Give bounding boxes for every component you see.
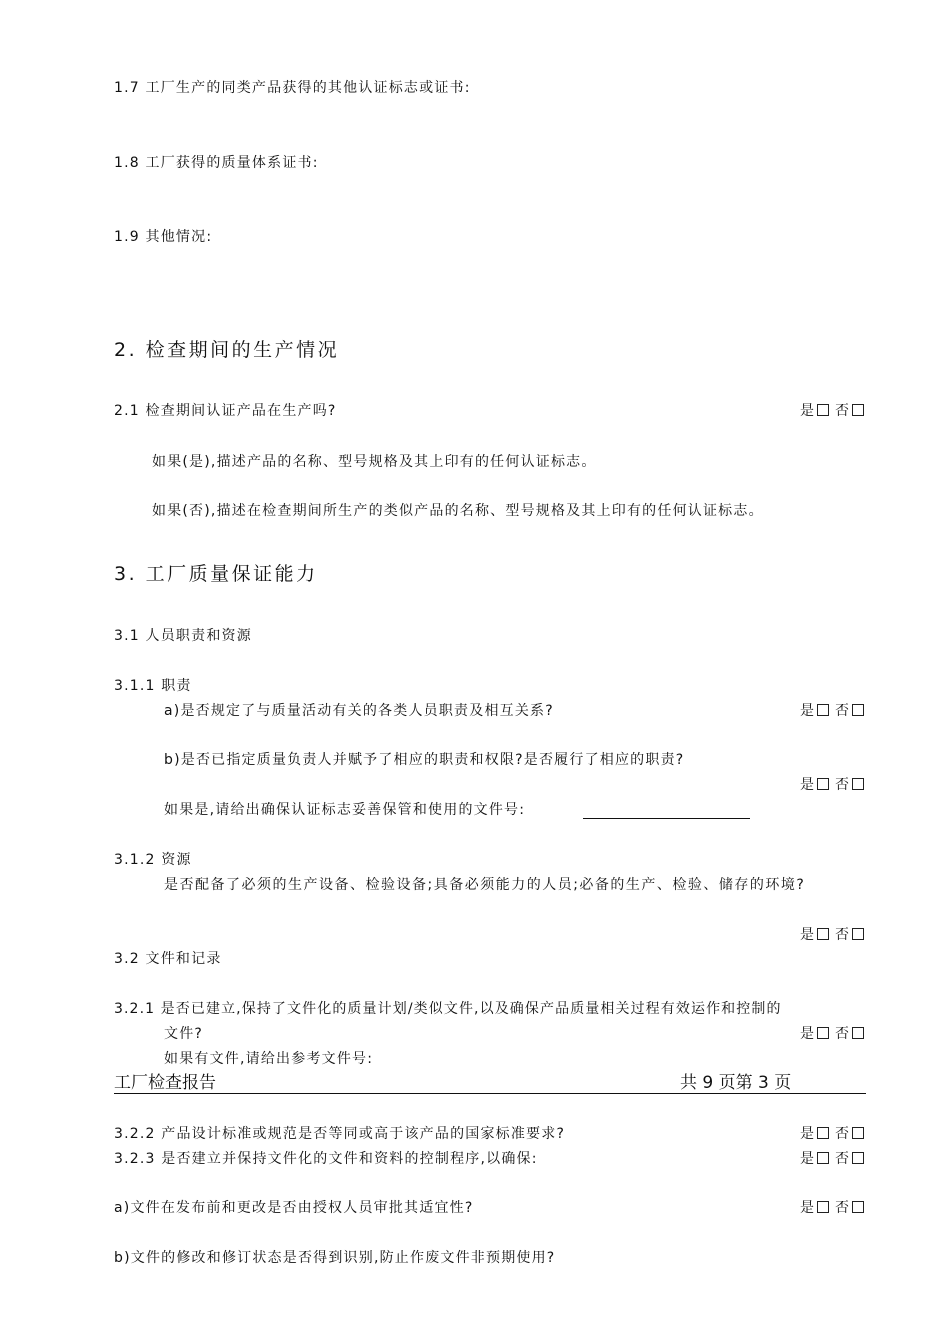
no-label: 否 — [835, 1151, 849, 1167]
yes-checkbox[interactable] — [817, 404, 829, 416]
item-2-1: 2.1 检查期间认证产品在生产吗? — [114, 403, 337, 419]
ref-doc-prompt: 如果有文件,请给出参考文件号: — [164, 1051, 374, 1067]
yes-no-3-1-1-b — [800, 776, 870, 794]
footer-page-number: 共 9 页第 3 页 — [680, 1073, 792, 1093]
item-3-2-1-line1: 3.2.1 是否已建立,保持了文件化的质量计划/类似文件,以及确保产品质量相关过程有效运作和控制的 — [114, 1001, 782, 1017]
yes-label: 是 — [800, 1151, 814, 1167]
yes-label: 是 — [800, 403, 814, 419]
item-3-1-1-a: a)是否规定了与质量活动有关的各类人员职责及相互关系? — [164, 703, 554, 719]
item-1-9: 1.9 其他情况: — [114, 229, 213, 245]
item-3-1-2: 3.1.2 资源 — [114, 852, 192, 868]
section-3-heading: 3. 工厂质量保证能力 — [114, 563, 318, 585]
item-1-7: 1.7 工厂生产的同类产品获得的其他认证标志或证书: — [114, 80, 471, 96]
yes-no-2-1 — [800, 402, 870, 420]
no-label: 否 — [835, 1126, 849, 1142]
yes-label: 是 — [800, 927, 814, 943]
yes-checkbox[interactable] — [817, 928, 829, 940]
item-3-1: 3.1 人员职责和资源 — [114, 628, 252, 644]
no-checkbox[interactable] — [852, 778, 864, 790]
yes-label: 是 — [800, 1200, 814, 1216]
item-3-1-2-question: 是否配备了必须的生产设备、检验设备;具备必须能力的人员;必备的生产、检验、储存的环境? — [164, 877, 806, 893]
section-2-heading: 2. 检查期间的生产情况 — [114, 339, 340, 361]
yes-no-3-2-3 — [800, 1150, 870, 1168]
yes-no-3-1-1-a — [800, 702, 870, 720]
item-3-2-1-line2: 文件? — [164, 1026, 204, 1042]
item-1-8: 1.8 工厂获得的质量体系证书: — [114, 155, 319, 171]
yes-checkbox[interactable] — [817, 1201, 829, 1213]
no-label: 否 — [835, 403, 849, 419]
footer-report-title: 工厂检查报告 — [114, 1073, 216, 1093]
yes-checkbox[interactable] — [817, 1127, 829, 1139]
item-3-1-1-b: b)是否已指定质量负责人并赋予了相应的职责和权限?是否履行了相应的职责? — [164, 752, 685, 768]
doc-number-field[interactable] — [583, 818, 750, 819]
yes-checkbox[interactable] — [817, 704, 829, 716]
yes-checkbox[interactable] — [817, 778, 829, 790]
if-yes-note: 如果(是),描述产品的名称、型号规格及其上印有的任何认证标志。 — [152, 454, 597, 470]
no-checkbox[interactable] — [852, 704, 864, 716]
yes-label: 是 — [800, 777, 814, 793]
yes-label: 是 — [800, 1126, 814, 1142]
yes-no-3-1-2 — [800, 926, 870, 944]
yes-checkbox[interactable] — [817, 1152, 829, 1164]
item-3-2-3-a: a)文件在发布前和更改是否由授权人员审批其适宜性? — [114, 1200, 474, 1216]
no-label: 否 — [835, 927, 849, 943]
no-checkbox[interactable] — [852, 1152, 864, 1164]
no-checkbox[interactable] — [852, 1201, 864, 1213]
no-label: 否 — [835, 777, 849, 793]
item-3-2-3-b: b)文件的修改和修订状态是否得到识别,防止作废文件非预期使用? — [114, 1250, 556, 1266]
doc-number-prompt: 如果是,请给出确保认证标志妥善保管和使用的文件号: — [164, 802, 526, 818]
yes-no-3-2-3-a — [800, 1199, 870, 1217]
item-3-1-1: 3.1.1 职责 — [114, 678, 192, 694]
footer-rule — [114, 1093, 866, 1094]
no-label: 否 — [835, 703, 849, 719]
no-checkbox[interactable] — [852, 404, 864, 416]
no-checkbox[interactable] — [852, 1127, 864, 1139]
yes-no-3-2-2 — [800, 1125, 870, 1143]
yes-checkbox[interactable] — [817, 1027, 829, 1039]
yes-label: 是 — [800, 1026, 814, 1042]
no-checkbox[interactable] — [852, 1027, 864, 1039]
if-no-note: 如果(否),描述在检查期间所生产的类似产品的名称、型号规格及其上印有的任何认证标志。 — [152, 503, 764, 519]
item-3-2-2: 3.2.2 产品设计标准或规范是否等同或高于该产品的国家标准要求? — [114, 1126, 566, 1142]
item-3-2: 3.2 文件和记录 — [114, 951, 222, 967]
no-label: 否 — [835, 1026, 849, 1042]
no-checkbox[interactable] — [852, 928, 864, 940]
item-3-2-3: 3.2.3 是否建立并保持文件化的文件和资料的控制程序,以确保: — [114, 1151, 538, 1167]
yes-no-3-2-1 — [800, 1025, 870, 1043]
yes-label: 是 — [800, 703, 814, 719]
no-label: 否 — [835, 1200, 849, 1216]
